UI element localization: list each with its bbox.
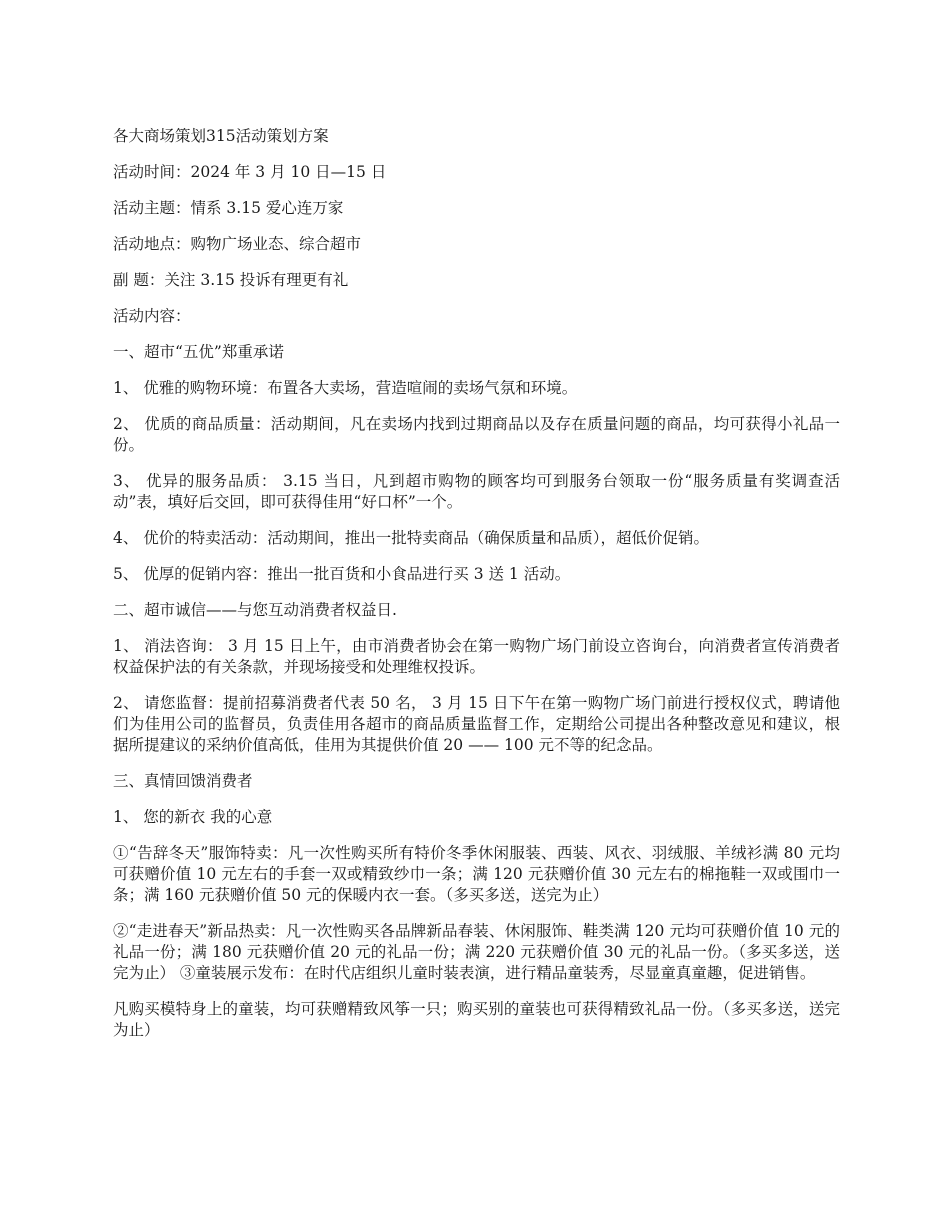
activity-theme: 活动主题：情系 3.15 爱心连万家 [113, 199, 344, 217]
activity-time: 活动时间：2024 年 3 月 10 日—15 日 [113, 163, 387, 181]
list-item: ②“走进春天”新品热卖：凡一次性购买各品牌新品春装、休闲服饰、鞋类满 120 元均可获赠价值 10 元的礼品一份；满 180 元获赠价值 20 元的礼品一份；满 220 元获赠价值 30 元的礼品一份。（多买多送，送完为止） ③童装展示发布：在时代店组织儿童时装表演，进行精品童装秀，尽显童真童趣，促进销售。 [113, 922, 840, 982]
list-item: 4、 优价的特卖活动：活动期间，推出一批特卖商品（确保质量和品质），超低价促销。 [113, 529, 710, 547]
list-item: 凡购买模特身上的童装，均可获赠精致风筝一只；购买别的童装也可获得精致礼品一份。（多买多送，送完为止） [113, 1000, 840, 1039]
list-item: 5、 优厚的促销内容：推出一批百货和小食品进行买 3 送 1 活动。 [113, 565, 571, 583]
list-item: ①“告辞冬天”服饰特卖：凡一次性购买所有特价冬季休闲服装、西装、风衣、羽绒服、羊绒衫满 80 元均可获赠价值 10 元左右的手套一双或精致纱巾一条；满 120 元获赠价值 30 元左右的棉拖鞋一双或围巾一条；满 160 元获赠价值 50 元的保暖内衣一套。（多买多送，送完为止） [113, 844, 840, 904]
list-item: 1、 优雅的购物环境：布置各大卖场，营造喧闹的卖场气氛和环境。 [113, 379, 578, 397]
section-heading-3: 三、真情回馈消费者 [113, 772, 253, 790]
section-heading-1: 一、超市“五优”郑重承诺 [113, 343, 284, 361]
activity-content-heading: 活动内容： [113, 307, 191, 325]
list-item: 2、 请您监督：提前招募消费者代表 50 名， 3 月 15 日下午在第一购物广场门前进行授权仪式，聘请他们为佳用公司的监督员，负责佳用各超市的商品质量监督工作，定期给公司提出各种整改意见和建议，根据所提建议的采纳价值高低，佳用为其提供价值 20 —— 100 元不等的纪念品。 [113, 694, 840, 754]
document-title: 各大商场策划315活动策划方案 [113, 127, 329, 145]
document-page [113, 126, 840, 1056]
list-item: 2、 优质的商品质量：活动期间，凡在卖场内找到过期商品以及存在质量问题的商品，均可获得小礼品一份。 [113, 415, 840, 454]
subsection-heading: 1、 您的新衣 我的心意 [113, 808, 273, 826]
section-heading-2: 二、超市诚信——与您互动消费者权益日. [113, 601, 397, 619]
list-item: 1、 消法咨询： 3 月 15 日上午，由市消费者协会在第一购物广场门前设立咨询台，向消费者宣传消费者权益保护法的有关条款，并现场接受和处理维权投诉。 [113, 637, 840, 676]
activity-location: 活动地点：购物广场业态、综合超市 [113, 235, 362, 253]
activity-subtitle: 副 题：关注 3.15 投诉有理更有礼 [113, 271, 349, 289]
list-item: 3、 优异的服务品质： 3.15 当日，凡到超市购物的顾客均可到服务台领取一份“服务质量有奖调查活动”表，填好后交回，即可获得佳用“好口杯”一个。 [113, 472, 840, 511]
